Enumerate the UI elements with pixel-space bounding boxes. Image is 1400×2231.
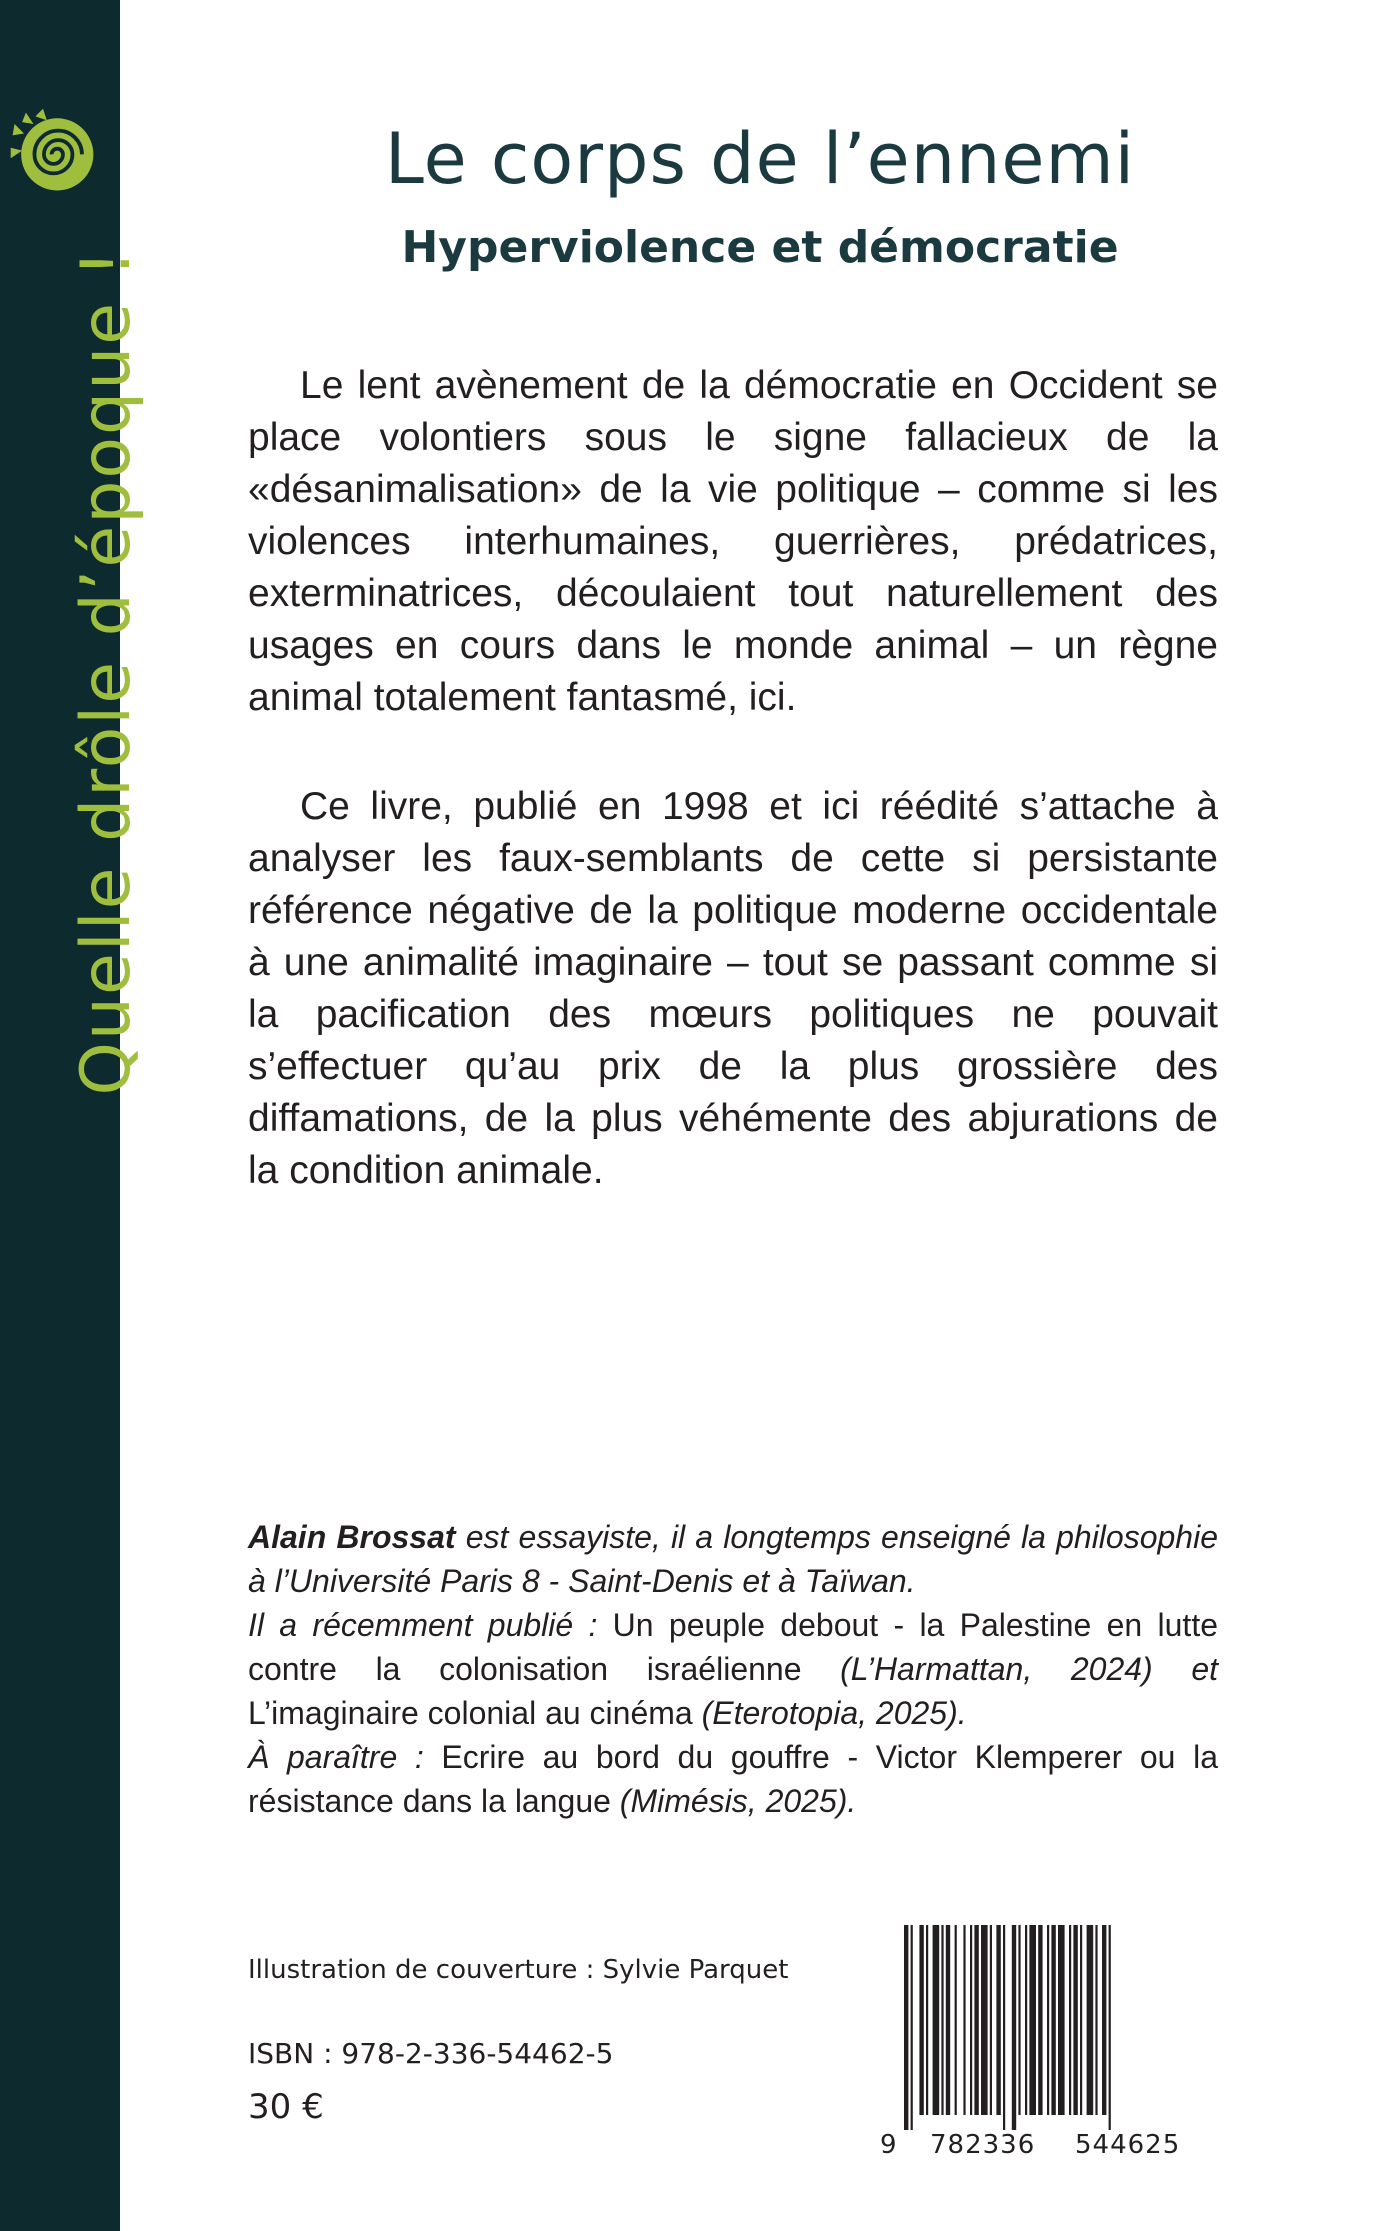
- book-title: Le corps de l’ennemi: [384, 118, 1136, 200]
- author-name: Alain Brossat: [248, 1519, 456, 1555]
- bio-intro: est essayiste, il a longtemps enseigné la philosophie à l’Université Paris 8 - Saint-Denis et à Taïwan.: [248, 1519, 1219, 1599]
- book-title-1: Un peuple debout - la Palestine en lutte contre la colonisation israélienne: [248, 1607, 1218, 1687]
- book-title-3: Ecrire au bord du gouffre - Victor Klemperer ou la résistance dans la langue: [248, 1739, 1219, 1819]
- series-title: Quelle drôle d’époque !: [67, 248, 146, 1096]
- barcode-digits-left: 782336: [930, 2130, 1036, 2160]
- book-publisher-2: (Eterotopia, 2025).: [701, 1695, 967, 1731]
- book-title-2: L’imaginaire colonial au cinéma: [248, 1695, 702, 1731]
- blurb-paragraph: Ce livre, publié en 1998 et ici réédité s’attache à analyser les faux-semblants de cette si persistante référence négative de la politique moderne occidentale à une animalité imaginaire – tout se passant comme si la pacification des mœurs politiques ne pouvait s’effectuer qu’au prix de la plus grossière des diffamations, de la plus véhémente des abjurations de la condition animale.: [248, 785, 1218, 1192]
- barcode-digits-right: 544625: [1075, 2130, 1181, 2160]
- book-subtitle: Hyperviolence et démocratie: [401, 222, 1119, 273]
- blurb-paragraph: Le lent avènement de la démocratie en Occident se place volontiers sous le signe fallacieux de la «désanimalisation» de la vie politique – comme si les violences interhumaines, guerrières, prédatrices, exterminatrices, découlaient tout naturellement des usages en cours dans le monde animal – un règne animal totalement fantasmé, ici.: [248, 364, 1218, 719]
- spiral-shell-logo-icon: [5, 105, 100, 200]
- upcoming-label: À paraître :: [248, 1739, 424, 1775]
- barcode-icon: [900, 1925, 1200, 2130]
- book-publisher-3: (Mimésis, 2025).: [619, 1783, 857, 1819]
- book-publisher-1: (L’Harmattan, 2024) et: [840, 1651, 1219, 1687]
- barcode-digit-prefix: 9: [880, 2130, 898, 2160]
- cover-credit: Illustration de couverture : Sylvie Parquet: [248, 1955, 789, 1985]
- isbn: ISBN : 978-2-336-54462-5: [248, 2037, 614, 2070]
- recent-label: Il a récemment publié :: [248, 1607, 598, 1643]
- author-bio: [248, 1515, 1218, 1823]
- price: 30 €: [248, 2087, 324, 2127]
